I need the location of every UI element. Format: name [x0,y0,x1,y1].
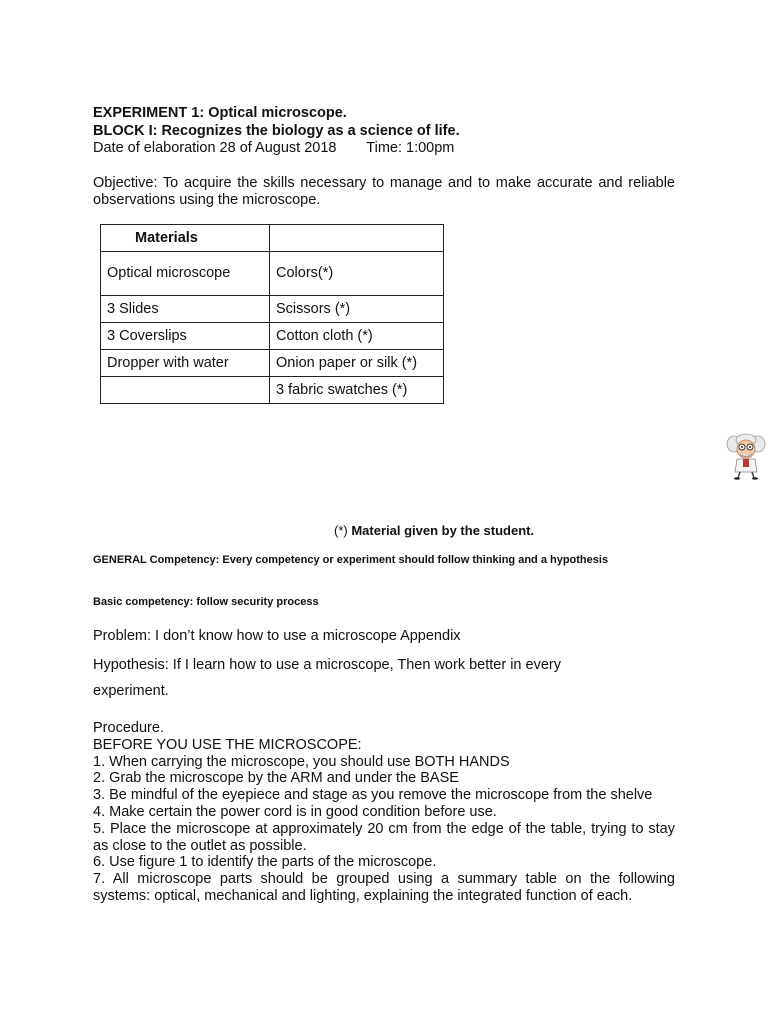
procedure-step: 4. Make certain the power cord is in good condition before use. [93,803,497,820]
table-cell: 3 Coverslips [101,323,270,350]
basic-competency: Basic competency: follow security process [93,596,319,608]
date-line [93,140,454,156]
time-text: Time: 1:00pm [366,140,455,156]
procedure-step: 2. Grab the microscope by the ARM and under the BASE [93,770,459,787]
block-title: BLOCK I: Recognizes the biology as a science of life. [93,123,460,139]
table-header-cell [270,225,444,252]
table-cell: Colors(*) [270,252,444,296]
procedure-step: 6. Use figure 1 to identify the parts of the microscope. [93,854,437,871]
note-text: Material given by the student. [351,523,535,538]
general-competency: GENERAL Competency: Every competency or experiment should follow thinking and a hypothesis [93,554,609,566]
materials-table [100,224,444,404]
procedure-step: 5. Place the microscope at approximately 20 cm from the edge of the table, trying to stay as close to the outlet as possible. [93,820,675,854]
objective: Objective: To acquire the skills necessary to manage and to make accurate and reliable observations using the microscope. [93,175,675,208]
table-row [101,350,444,377]
table-cell: Onion paper or silk (*) [270,350,444,377]
table-cell: 3 fabric swatches (*) [270,377,444,404]
material-note [334,523,534,538]
table-header-cell: Materials [101,225,270,252]
table-cell [101,377,270,404]
table-row [101,296,444,323]
procedure-section [93,720,675,905]
problem-statement: Problem: I don’t know how to use a microscope Appendix [93,628,461,644]
procedure-title: Procedure. [93,720,164,736]
experiment-title: EXPERIMENT 1: Optical microscope. [93,105,347,121]
table-row [101,252,444,296]
procedure-subtitle: BEFORE YOU USE THE MICROSCOPE: [93,736,362,753]
note-marker: (*) [334,523,348,538]
table-cell: 3 Slides [101,296,270,323]
procedure-step: 7. All microscope parts should be grouped using a summary table on the following systems: optical, mechanical and lighting, explaining the integrated function of each. [93,871,675,904]
hypothesis-statement: Hypothesis: If I learn how to use a microscope, Then work better in every experiment. [93,657,561,699]
scientist-icon [724,432,768,480]
procedure-step: 3. Be mindful of the eyepiece and stage as you remove the microscope from the shelve [93,787,653,804]
table-cell: Scissors (*) [270,296,444,323]
procedure-step: 1. When carrying the microscope, you should use BOTH HANDS [93,753,510,770]
table-row [101,323,444,350]
table-cell: Optical microscope [101,252,270,296]
table-header-row [101,225,444,252]
table-row [101,377,444,404]
table-cell: Dropper with water [101,350,270,377]
table-cell: Cotton cloth (*) [270,323,444,350]
date-text: Date of elaboration 28 of August 2018 [93,140,337,156]
